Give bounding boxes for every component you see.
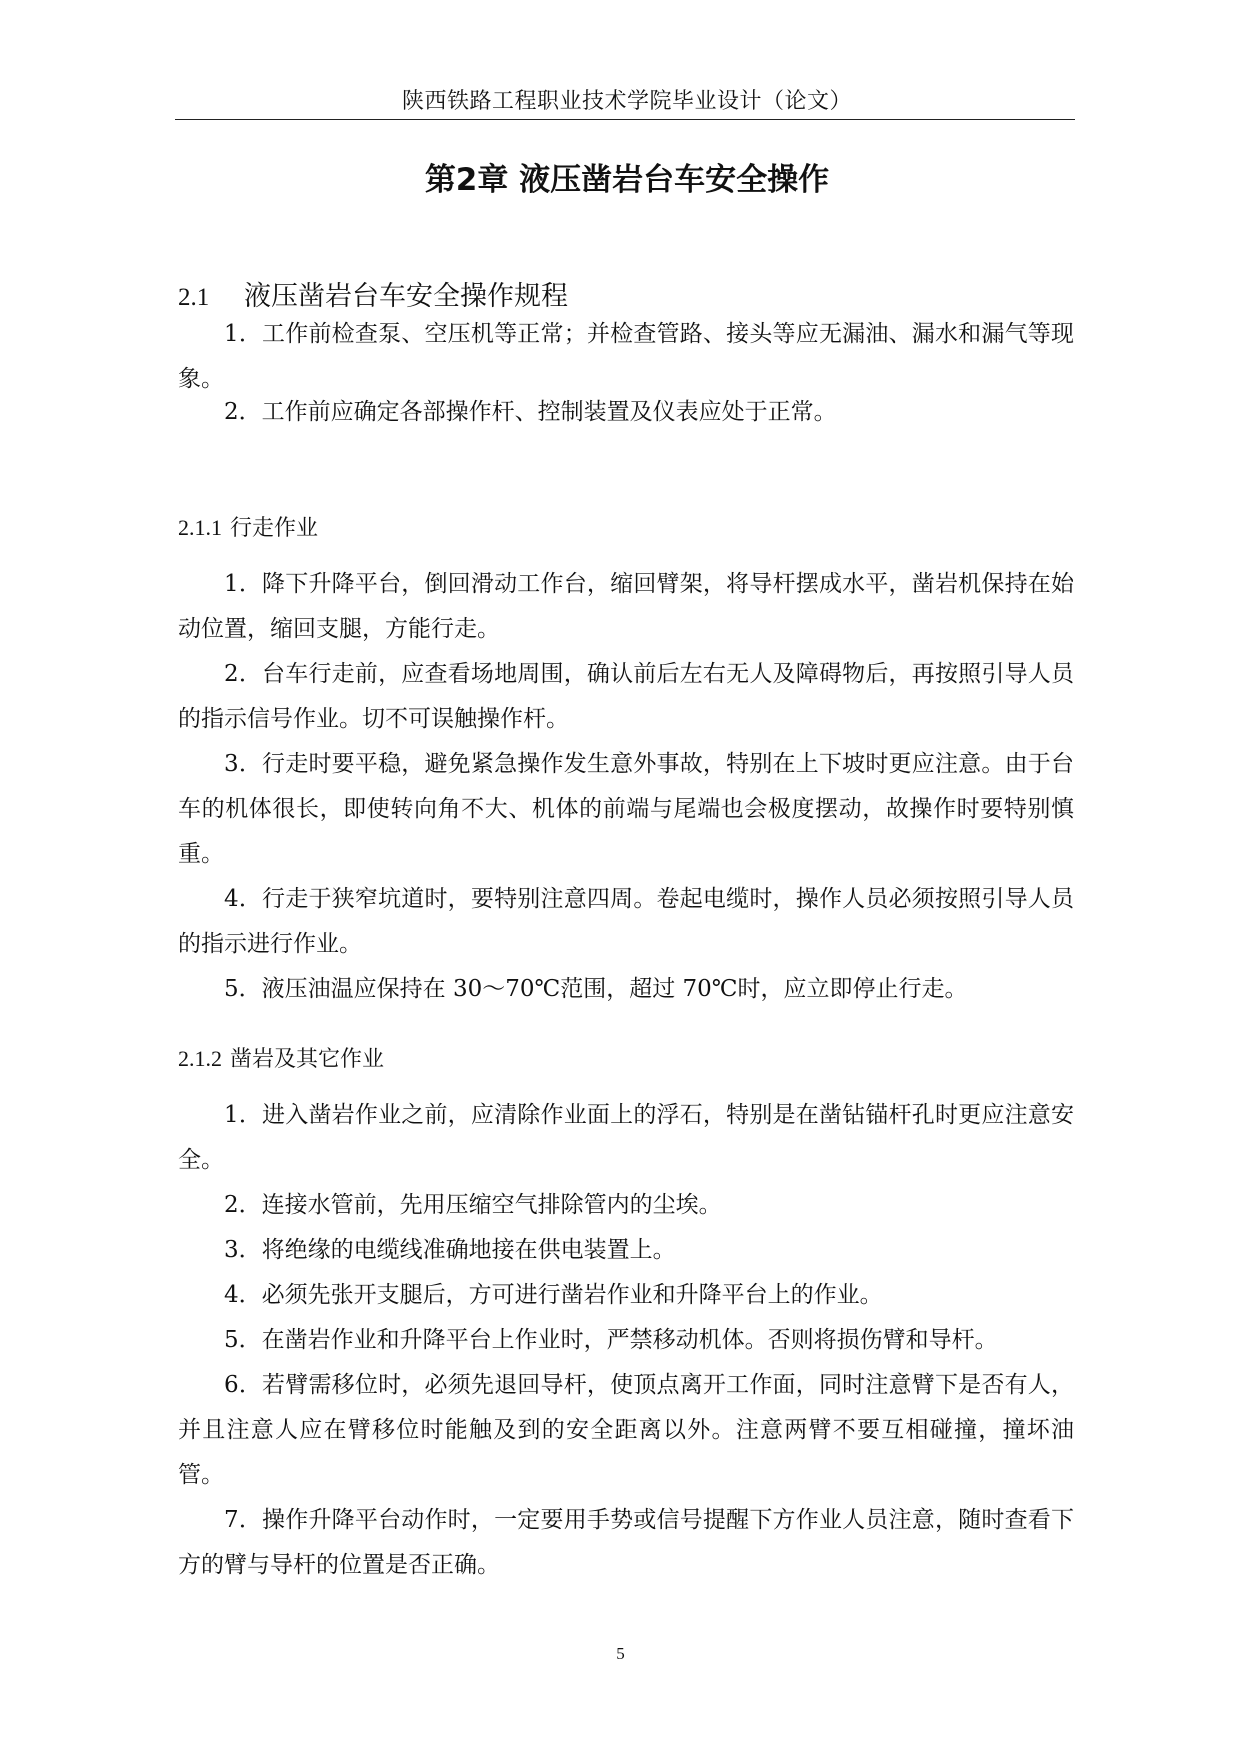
subsection-title: 凿岩及其它作业: [230, 1047, 385, 1072]
paragraph: 6．若臂需移位时，必须先退回导杆，使顶点离开工作面，同时注意臂下是否有人，并且注意人应在臂移位时能触及到的安全距离以外。注意两臂不要互相碰撞，撞坏油管。: [178, 1372, 1074, 1488]
paragraph: 1．进入凿岩作业之前，应清除作业面上的浮石，特别是在凿钻锚杆孔时更应注意安全。: [178, 1102, 1074, 1173]
subsection-heading: [178, 1042, 384, 1073]
subsection-number: 2.1.1: [178, 515, 222, 540]
paragraph: 3．将绝缘的电缆线准确地接在供电装置上。: [224, 1237, 676, 1263]
paragraph: 3．行走时要平稳，避免紧急操作发生意外事故，特别在上下坡时更应注意。由于台车的机体很长，即使转向角不大、机体的前端与尾端也会极度摆动，故操作时要特别慎重。: [178, 751, 1074, 867]
paragraph: 2．台车行走前，应查看场地周围，确认前后左右无人及障碍物后，再按照引导人员的指示信号作业。切不可误触操作杆。: [178, 661, 1074, 732]
section-title: 液压凿岩台车安全操作规程: [244, 281, 568, 312]
paragraph: 5．在凿岩作业和升降平台上作业时，严禁移动机体。否则将损伤臂和导杆。: [224, 1327, 998, 1353]
header-rule: [175, 119, 1075, 120]
paragraph: 2．连接水管前，先用压缩空气排除管内的尘埃。: [224, 1192, 722, 1218]
subsection-title: 行走作业: [230, 516, 319, 541]
chapter-title: 第2章 液压凿岩台车安全操作: [424, 162, 830, 198]
paragraph: 5．液压油温应保持在 30～70℃范围，超过 70℃时，应立即停止行走。: [224, 976, 968, 1002]
paragraph: 1．降下升降平台，倒回滑动工作台，缩回臂架，将导杆摆成水平，凿岩机保持在始动位置，缩回支腿，方能行走。: [178, 571, 1074, 642]
paragraph: 7．操作升降平台动作时，一定要用手势或信号提醒下方作业人员注意，随时查看下方的臂与导杆的位置是否正确。: [178, 1507, 1074, 1578]
subsection-heading: [178, 511, 318, 542]
subsection-number: 2.1.2: [178, 1046, 222, 1071]
paragraph: 4．必须先张开支腿后，方可进行凿岩作业和升降平台上的作业。: [224, 1282, 883, 1308]
paragraph: 1．工作前检查泵、空压机等正常；并检查管路、接头等应无漏油、漏水和漏气等现象。: [178, 321, 1074, 392]
running-header: 陕西铁路工程职业技术学院毕业设计（论文）: [401, 89, 852, 114]
paragraph: 2．工作前应确定各部操作杆、控制装置及仪表应处于正常。: [224, 399, 837, 425]
section-number: 2.1: [178, 284, 210, 311]
paragraph: 4．行走于狭窄坑道时，要特别注意四周。卷起电缆时，操作人员必须按照引导人员的指示进行作业。: [178, 886, 1074, 957]
section-heading: [178, 274, 568, 313]
page-number: 5: [616, 1644, 625, 1663]
